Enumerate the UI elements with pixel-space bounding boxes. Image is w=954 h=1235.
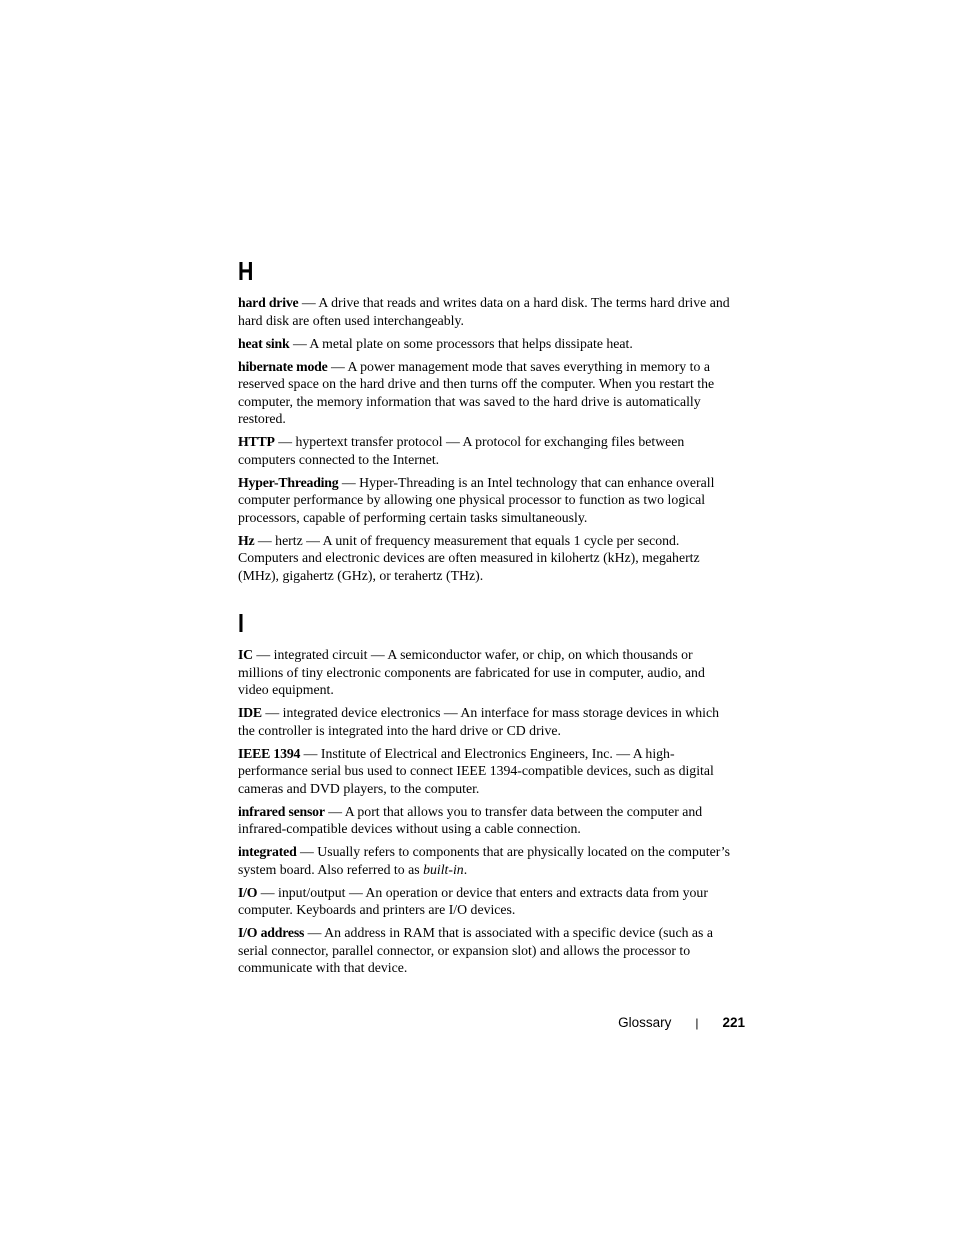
glossary-entry-heat-sink (238, 335, 738, 353)
glossary-term: HTTP (238, 434, 275, 449)
glossary-definition: — A port that allows you to transfer data between the computer and infrared-compatible devices without using a cable connection. (238, 803, 703, 836)
glossary-term: Hz (238, 532, 255, 548)
glossary-entry-ic (238, 646, 738, 699)
section-letter-h: H (238, 256, 254, 286)
glossary-definition: — A drive that reads and writes data on a hard disk. The terms hard drive and hard disk are often used interchangeably. (238, 295, 730, 328)
glossary-term: IC (238, 647, 253, 662)
glossary-definition: — input/output — An operation or device that enters and extracts data from your computer. Keyboards and printers are I/O devices. (238, 884, 708, 917)
footer-section-name: Glossary (618, 1015, 672, 1030)
glossary-term: IDE (238, 705, 262, 720)
footer-separator: | (695, 1016, 699, 1030)
glossary-entry-ide (238, 704, 738, 739)
glossary-definition: — hertz — A unit of frequency measurement that equals 1 cycle per second. Computers and electronic devices are often measured in kilohertz (kHz), megahertz (MHz), gigahertz (GHz), or terahertz (THz). (238, 532, 700, 583)
page-footer (618, 1015, 745, 1030)
glossary-term: hard drive (238, 295, 299, 310)
glossary-term: I/O (238, 884, 258, 900)
glossary-term: IEEE 1394 (238, 745, 301, 761)
glossary-entry-http (238, 433, 738, 468)
glossary-definition: — A metal plate on some processors that helps dissipate heat. (289, 335, 633, 351)
page-number: 221 (722, 1015, 745, 1030)
glossary-definition: — A power management mode that saves everything in memory to a reserved space on the hard drive and then turns off the computer. When you restart the computer, the memory information that was saved to the hard drive is automatically restored. (238, 358, 715, 426)
glossary-definition: — hypertext transfer protocol — A protocol for exchanging files between computers connected to the Internet. (238, 434, 685, 467)
glossary-entry-hz (238, 532, 738, 585)
glossary-term: hibernate mode (238, 358, 328, 374)
glossary-entry-ieee-1394 (238, 745, 738, 798)
glossary-page (238, 256, 738, 982)
glossary-definition: — Usually refers to components that are physically located on the computer’s system board. Also referred to as (238, 844, 731, 877)
glossary-term: I/O address (238, 925, 305, 940)
glossary-entry-hyper-threading (238, 474, 738, 527)
glossary-definition: — integrated device electronics — An interface for mass storage devices in which the controller is integrated into the hard drive or CD drive. (238, 705, 719, 738)
section-i (238, 608, 738, 977)
glossary-definition: — An address in RAM that is associated with a specific device (such as a serial connector, parallel connector, or expansion slot) and allows the processor to communicate with that device. (238, 925, 713, 975)
glossary-definition-emphasis: built-in (423, 861, 464, 877)
glossary-term: infrared sensor (238, 803, 325, 819)
glossary-definition: — Institute of Electrical and Electronics Engineers, Inc. — A high-performance serial bus used to connect IEEE 1394-compatible devices, such as digital cameras and DVD players, to the computer. (238, 745, 714, 796)
glossary-entry-infrared-sensor (238, 803, 738, 838)
glossary-term: heat sink (238, 335, 290, 351)
glossary-definition: — Hyper-Threading is an Intel technology that can enhance overall computer performance by allowing one physical processor to function as two logical processors, capable of performing certain tasks simultaneously. (238, 474, 715, 525)
glossary-entry-io-address (238, 924, 738, 977)
glossary-entry-integrated (238, 843, 738, 878)
glossary-term: Hyper-Threading (238, 474, 339, 490)
glossary-entry-hibernate-mode (238, 358, 738, 428)
glossary-definition: — integrated circuit — A semiconductor wafer, or chip, on which thousands or millions of tiny electronic components are fabricated for use in computer, audio, and video equipment. (238, 647, 705, 697)
glossary-entry-hard-drive (238, 294, 738, 329)
section-letter-i: I (238, 608, 244, 638)
glossary-entry-io (238, 884, 738, 919)
section-h (238, 256, 738, 584)
glossary-definition-tail: . (463, 861, 468, 877)
glossary-term: integrated (238, 844, 297, 859)
